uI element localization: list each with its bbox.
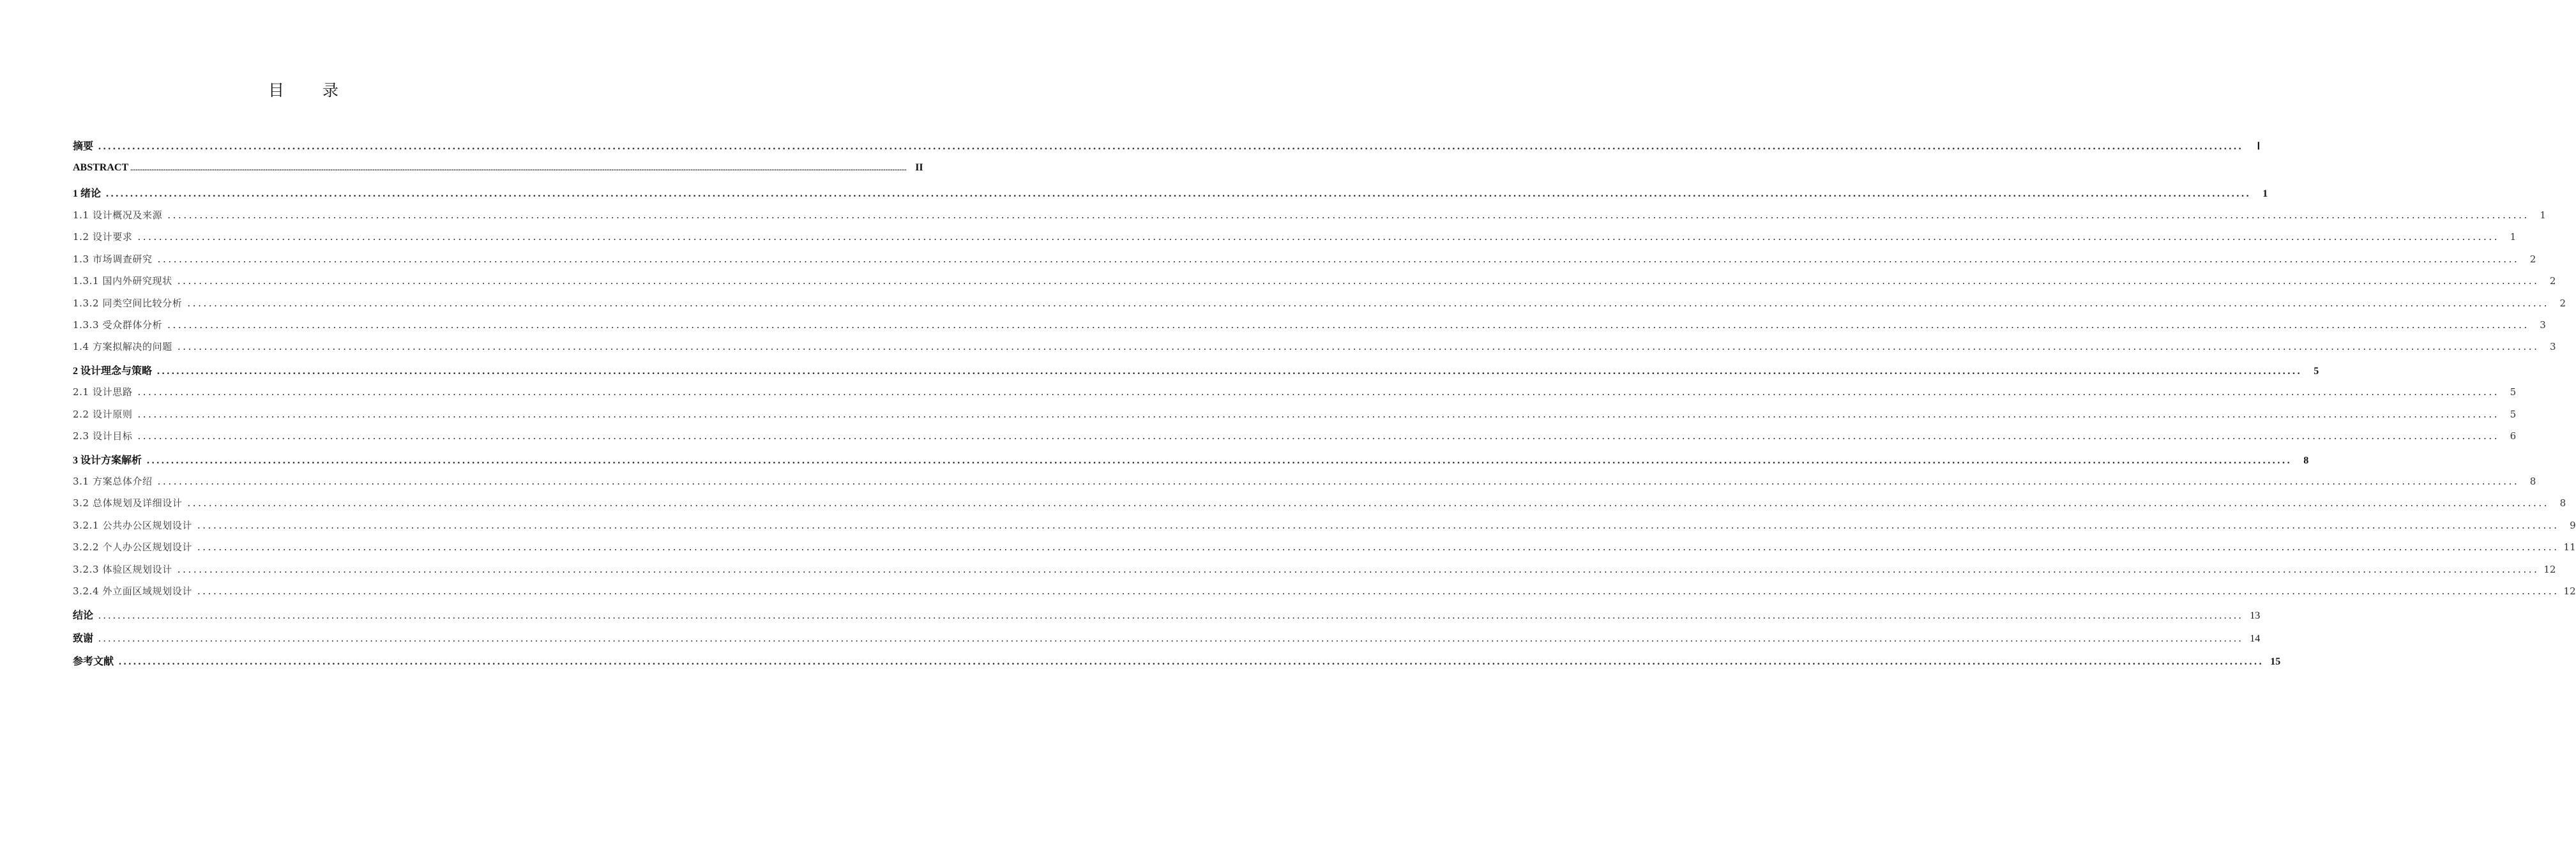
toc-entry-page: 5 (2510, 409, 2517, 420)
toc-leader-dots: .......................................................................................................................................................................................................................................................................................................................................................................................................................................................... (157, 476, 2520, 487)
toc-entry-page: 11 (2563, 541, 2576, 553)
toc-entry-page: 1 (2540, 209, 2546, 221)
toc-leader-dots: .......................................................................................................................................................................................................................................................................................................................................................................................................................................................... (197, 520, 2559, 531)
toc-entry-1-3-2[interactable] (73, 296, 2566, 310)
toc-entry-page: 13 (2250, 610, 2261, 621)
toc-entry-page: 1 (2262, 188, 2268, 199)
toc-entry-label: 参考文献 (73, 656, 114, 667)
toc-entry-label: 2.3 设计目标 (73, 430, 133, 442)
toc-entry-label: 3.1 方案总体介绍 (73, 476, 153, 487)
toc-leader-dots: .......................................................................................................................................................................................................................................................................................................................................................................................................................................................... (137, 409, 2500, 420)
toc-entry-label: 摘要 (73, 141, 94, 152)
toc-entry-label: 2 设计理念与策略 (73, 366, 153, 377)
toc-entry-page: Ⅰ (2257, 141, 2261, 152)
toc-entry-label: 3.2.3 体验区规划设计 (73, 564, 172, 575)
toc-leader-dots: .......................................................................................................................................................................................................................................................................................................................................................................................................................................................... (137, 386, 2500, 398)
toc-entry-1-2[interactable] (73, 230, 2517, 243)
toc-entry-abstract-en[interactable] (73, 162, 923, 174)
toc-entry-page: 2 (2529, 253, 2536, 265)
toc-leader-dots: .......................................................................................................................................................................................................................................................................................................................................................................................................................................................... (157, 366, 2303, 377)
toc-entry-page: 15 (2270, 656, 2281, 667)
toc-entry-1-1[interactable] (73, 208, 2546, 222)
toc-entry-chapter-3[interactable] (73, 452, 2309, 467)
toc-entry-abstract-cn[interactable] (73, 138, 2261, 153)
toc-leader-dots: .......................................................................................................................................................................................................................................................................................................................................................................................................................................................... (177, 275, 2540, 287)
toc-entry-1-3[interactable] (73, 252, 2536, 266)
toc-entry-chapter-1[interactable] (73, 185, 2268, 200)
toc-entry-label: 3.2.2 个人办公区规划设计 (73, 541, 192, 553)
toc-leader-dots: .......................................................................................................................................................................................................................................................................................................................................................................................................................................................... (167, 209, 2529, 221)
toc-entry-2-2[interactable] (73, 407, 2517, 421)
toc-leader-dots: .......................................................................................................................................................................................................................................................................................................................................................................................................................................................... (187, 497, 2550, 509)
toc-entry-1-4[interactable] (73, 340, 2556, 353)
toc-entry-page: 9 (2570, 520, 2576, 531)
toc-leader-dots: .......................................................................................................................................................................................................................................................................................................................................................................................................................................................... (197, 541, 2559, 553)
toc-entry-label: 2.1 设计思路 (73, 386, 133, 398)
toc-entry-page: 3 (2549, 341, 2556, 352)
toc-entry-conclusion[interactable] (73, 607, 2261, 622)
toc-entry-page: 8 (2303, 455, 2309, 466)
toc-entry-1-3-1[interactable] (73, 274, 2556, 287)
toc-leader-dots: .......................................................................................................................................................................................................................................................................................................................................................................................................................................................... (119, 656, 2264, 667)
toc-leader-dots: .......................................................................................................................................................................................................................................................................................................................................................................................................................................................... (98, 610, 2244, 621)
toc-entry-page: 8 (2559, 497, 2566, 509)
toc-entry-3-2-2[interactable] (73, 540, 2576, 553)
toc-leader-dots: .......................................................................................................................................................................................................................................................................................................................................................................................................................................................... (177, 564, 2540, 575)
toc-leader-dots: .......................................................................................................................................................................................................................................................................................................................................................................................................................................................... (157, 253, 2520, 265)
toc-entry-label: ABSTRACT (73, 162, 129, 173)
toc-entry-3-1[interactable] (73, 474, 2536, 488)
toc-entry-2-3[interactable] (73, 429, 2517, 442)
toc-entry-label: 1.2 设计要求 (73, 231, 133, 243)
toc-entry-3-2[interactable] (73, 496, 2566, 509)
toc-leader-dots: .......................................................................................................................................................................................................................................................................................................................................................................................................................................................... (130, 165, 907, 172)
toc-leader-dots: .......................................................................................................................................................................................................................................................................................................................................................................................................................................................... (98, 141, 2244, 152)
toc-entry-label: 3 设计方案解析 (73, 455, 142, 466)
toc-entry-label: 2.2 设计原则 (73, 409, 133, 420)
toc-leader-dots: .......................................................................................................................................................................................................................................................................................................................................................................................................................................................... (137, 231, 2500, 243)
toc-entry-3-2-1[interactable] (73, 518, 2576, 532)
toc-entry-page: II (915, 162, 923, 173)
toc-leader-dots: .......................................................................................................................................................................................................................................................................................................................................................................................................................................................... (98, 633, 2244, 644)
toc-entry-chapter-2[interactable] (73, 363, 2319, 377)
toc-entry-references[interactable] (73, 653, 2281, 668)
toc-leader-dots: .......................................................................................................................................................................................................................................................................................................................................................................................................................................................... (177, 341, 2540, 352)
toc-entry-label: 1.4 方案拟解决的问题 (73, 341, 172, 352)
toc-entry-label: 1.3.3 受众群体分析 (73, 319, 163, 331)
toc-leader-dots: .......................................................................................................................................................................................................................................................................................................................................................................................................................................................... (187, 297, 2550, 309)
toc-entry-page: 2 (2549, 275, 2556, 287)
toc-entry-label: 3.2 总体规划及详细设计 (73, 497, 183, 509)
toc-entry-page: 6 (2510, 430, 2517, 442)
toc-leader-dots: .......................................................................................................................................................................................................................................................................................................................................................................................................................................................... (167, 319, 2529, 331)
toc-entry-page: 8 (2529, 476, 2536, 487)
toc-entry-page: 3 (2540, 319, 2546, 331)
toc-entry-page: 12 (2543, 564, 2556, 575)
toc-leader-dots: .......................................................................................................................................................................................................................................................................................................................................................................................................................................................... (147, 455, 2292, 466)
toc-entry-2-1[interactable] (73, 385, 2517, 398)
toc-entry-page: 5 (2314, 366, 2319, 377)
page-title: 目 录 (268, 81, 355, 100)
toc-leader-dots: .......................................................................................................................................................................................................................................................................................................................................................................................................................................................... (197, 585, 2559, 597)
toc-leader-dots: .......................................................................................................................................................................................................................................................................................................................................................................................................................................................... (106, 188, 2252, 199)
toc-entry-label: 3.2.4 外立面区域规划设计 (73, 585, 192, 597)
toc-entry-label: 1.3.2 同类空间比较分析 (73, 297, 183, 309)
toc-entry-label: 1.1 设计概况及来源 (73, 209, 163, 221)
toc-entry-3-2-3[interactable] (73, 562, 2556, 576)
toc-entry-label: 结论 (73, 610, 94, 621)
toc-entry-label: 1 绪论 (73, 188, 102, 199)
toc-entry-page: 14 (2250, 633, 2261, 644)
toc-entry-1-3-3[interactable] (73, 318, 2546, 331)
toc-entry-page: 2 (2559, 297, 2566, 309)
toc-entry-page: 12 (2563, 585, 2576, 597)
toc-entry-label: 3.2.1 公共办公区规划设计 (73, 520, 192, 531)
toc-entry-acknowledgements[interactable] (73, 630, 2261, 645)
toc-entry-page: 5 (2510, 386, 2517, 398)
toc-entry-3-2-4[interactable] (73, 584, 2576, 598)
toc-entry-page: 1 (2510, 231, 2517, 243)
toc-entry-label: 致谢 (73, 633, 94, 644)
toc-entry-label: 1.3.1 国内外研究现状 (73, 275, 172, 287)
toc-entry-label: 1.3 市场调查研究 (73, 253, 153, 265)
toc-leader-dots: .......................................................................................................................................................................................................................................................................................................................................................................................................................................................... (137, 430, 2500, 442)
